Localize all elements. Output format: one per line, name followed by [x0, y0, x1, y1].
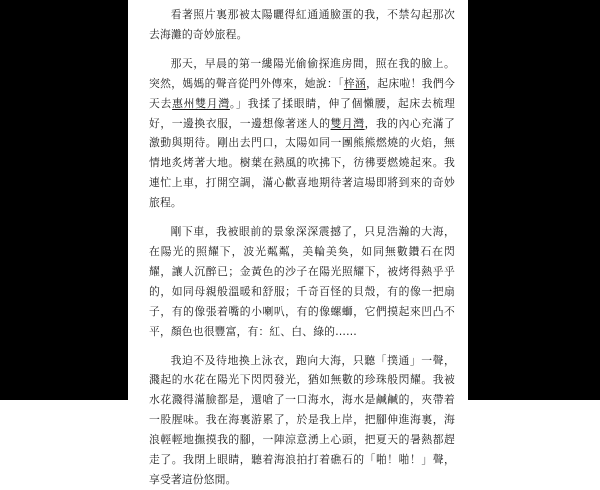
- text-run: 看著照片裏那被太陽曬得紅通通臉蛋的我，不禁勾起那次去海灘的奇妙旅程。: [149, 8, 455, 41]
- underlined-place: 雙月灣: [330, 116, 365, 130]
- text-run: 。」我揉了揉眼睛，伸了個懶腰，起床去梳理好，一邊換衣服，一邊想像著迷人的: [149, 96, 455, 130]
- text-run: 我迫不及待地換上泳衣，跑向大海，只聽「撲通」一聲，濺起的水花在陽光下閃閃發光，猶如無數的珍珠般閃耀。我被水花濺得滿臉都是，還嗆了一口海水，海水是鹹鹹的，夾帶着一股腥味。我在海裏游累了，於是我上岸，把腳伸進海裏，海浪輕輕地撫摸我的腳，一陣涼意湧上心頭，把夏天的暑熱都趕走了。我閉上眼睛，聽着海浪拍打着礁石的「啪！啪！」聲，享受著這份悠閒。: [149, 353, 455, 486]
- underlined-place: 惠州雙月灣: [172, 96, 230, 110]
- document-page: [128, 0, 468, 486]
- left-black-border: [0, 0, 128, 400]
- underlined-name: 梓涵: [343, 76, 367, 90]
- paragraph-3: [149, 222, 455, 341]
- right-black-border: [468, 0, 600, 400]
- paragraph-4: [149, 351, 455, 490]
- text-run: ，起床啦！我們今天去: [149, 76, 455, 110]
- paragraph-2: [149, 54, 455, 213]
- text-run: 剛下車，我被眼前的景象深深震撼了，只見浩瀚的大海，在陽光的照耀下，波光粼粼，美輪美奐，如同無數鑽石在閃耀，讓人沉醉已；金黃色的沙子在陽光照耀下，被烤得熱乎乎的，如同母親般溫暖和舒服；千奇百怪的貝殼，有的像一把扇子，有的像張着嘴的小喇叭，有的像螺螄，它們摸起來凹凸不平，顏色也很豐富，有：紅、白、綠的……: [149, 225, 455, 338]
- text-run: ，我的內心充滿了激動與期待。剛出去門口，太陽如同一團熊熊燃燒的火焰，無情地炙烤著大地。樹葉在熱風的吹拂下，彷彿要燃燒起來。我連忙上車，打開空調，滿心歡喜地期待著這場即將到來的奇妙旅程。: [149, 116, 455, 210]
- paragraph-1: [149, 5, 455, 45]
- essay-text: [149, 5, 455, 490]
- text-run: 那天，早晨的第一縷陽光偷偷探進房間，照在我的臉上。突然，媽媽的聲音從門外傳來，她說：「: [149, 56, 455, 90]
